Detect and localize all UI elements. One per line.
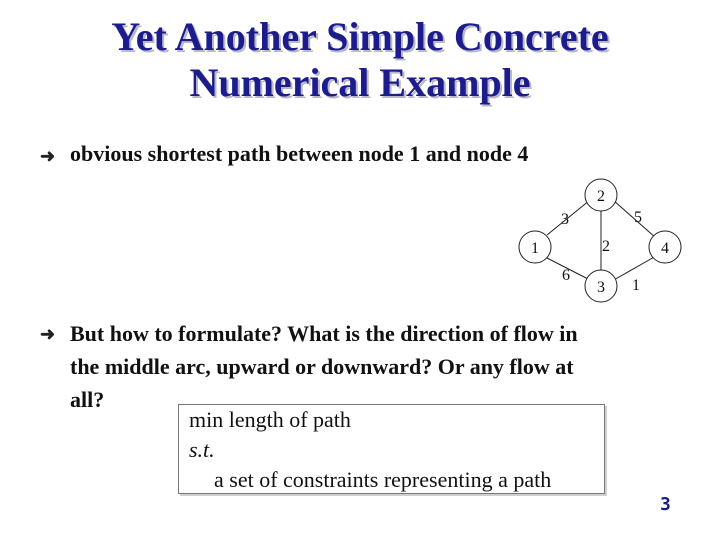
node-1-label: 1 [531,240,539,257]
node-2-label: 2 [597,188,605,205]
title-line-1: Yet Another Simple Concrete [111,14,609,59]
objective-text: min length of path [189,407,351,432]
edge-3-4-length: 1 [632,277,640,294]
arrow-bullet-icon: ➜ [40,146,56,166]
bullet-2-line-2: the middle arc, upward or downward? Or any flow at [70,354,574,379]
node-3-label: 3 [597,279,605,296]
bullet-2-line-1: But how to formulate? What is the direction of flow in [70,321,578,346]
arrow-bullet-icon: ➜ [40,324,56,344]
title-line-2: Numerical Example [189,60,531,105]
bullet-2-line-3: all? [70,387,105,412]
subject-to-text: s.t. [189,437,215,462]
bullet-2-text [70,317,578,416]
edge-1-3-length: 6 [562,267,570,284]
constraints-text: a set of constraints representing a path [214,467,552,492]
bullet-1-text: obvious shortest path between node 1 and node 4 [70,141,529,166]
edge-1-2-length: 3 [561,211,569,228]
page-number: 3 [660,494,671,515]
edge-2-3-length: 2 [602,238,610,255]
node-4-label: 4 [661,240,669,257]
graph-nodes [519,179,681,302]
edge-2-4-length: 5 [634,209,642,226]
formulation-box [178,404,605,494]
